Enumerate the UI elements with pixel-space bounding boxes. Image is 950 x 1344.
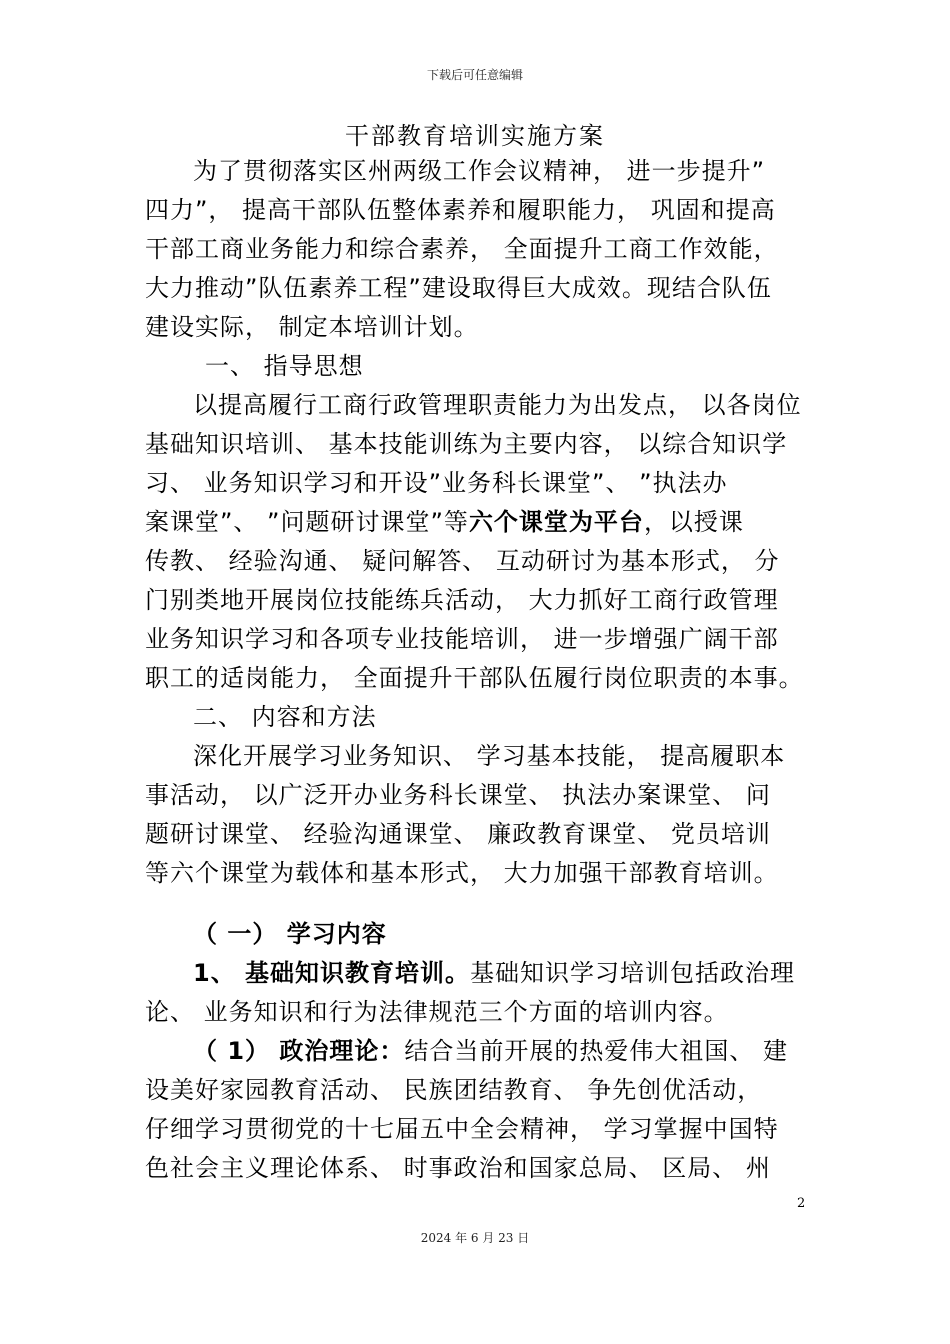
paragraph-line: 大力推动”队伍素养工程”建设取得巨大成效。现结合队伍	[145, 274, 772, 302]
paragraph-line: 仔细学习贯彻党的十七届五中全会精神， 学习掌握中国特	[145, 1115, 779, 1143]
bold-phrase: （ 1） 政治理论：	[193, 1037, 405, 1065]
section-heading: 一、 指导思想	[205, 352, 364, 380]
bold-phrase: 六个课堂为平台	[468, 508, 644, 536]
paragraph-line: 事活动， 以广泛开办业务科长课堂、 执法办案课堂、 问	[145, 781, 771, 809]
paragraph-line	[145, 1032, 810, 1071]
document-body	[145, 152, 810, 1188]
section-heading: 二、 内容和方法	[193, 703, 377, 731]
paragraph-line: 习、 业务知识学习和开设”业务科长课堂”、 ”执法办	[145, 469, 728, 497]
paragraph-line: 门别类地开展岗位技能练兵活动， 大力抓好工商行政管理	[145, 586, 779, 614]
paragraph-line: 设美好家园教育活动、 民族团结教育、 争先创优活动，	[145, 1076, 763, 1104]
paragraph-line: 基础知识培训、 基本技能训练为主要内容， 以综合知识学	[145, 430, 788, 458]
paragraph-line: 色社会主义理论体系、 时事政治和国家总局、 区局、 州	[145, 1154, 771, 1182]
paragraph-line: 干部工商业务能力和综合素养， 全面提升工商工作效能，	[145, 235, 779, 263]
paragraph-line: 传教、 经验沟通、 疑问解答、 互动研讨为基本形式， 分	[145, 547, 780, 575]
paragraph-line: 建设实际， 制定本培训计划。	[145, 313, 479, 341]
page-header: 下载后可任意编辑	[426, 68, 523, 82]
paragraph-line	[145, 954, 810, 993]
paragraph-line: 四力”， 提高干部队伍整体素养和履职能力， 巩固和提高	[145, 196, 776, 224]
paragraph-line: 职工的适岗能力， 全面提升干部队伍履行岗位职责的本事。	[145, 664, 804, 692]
line-text: 案课堂”、 ”问题研讨课堂”等	[145, 508, 469, 536]
paragraph-line: 为了贯彻落实区州两级工作会议精神， 进一步提升”	[193, 157, 766, 185]
spacer	[145, 893, 810, 915]
paragraph-line: 业务知识学习和各项专业技能培训， 进一步增强广阔干部	[145, 625, 779, 653]
paragraph-line: 深化开展学习业务知识、 学习基本技能， 提高履职本	[193, 742, 786, 770]
line-text: 结合当前开展的热爱伟大祖国、 建	[404, 1037, 789, 1065]
paragraph-line: 论、 业务知识和行为法律规范三个方面的培训内容。	[145, 998, 729, 1026]
paragraph-line: 题研讨课堂、 经验沟通课堂、 廉政教育课堂、 党员培训	[145, 820, 771, 848]
page-footer-date: 2024 年 6 月 23 日	[420, 1231, 530, 1245]
page-number: 2	[797, 1196, 806, 1211]
document-title: 干部教育培训实施方案	[345, 122, 605, 150]
subsection-heading: （ 一） 学习内容	[193, 920, 387, 948]
line-text: 基础知识学习培训包括政治理	[470, 959, 796, 987]
bold-phrase: 1、 基础知识教育培训。	[193, 959, 471, 987]
paragraph-line: 以提高履行工商行政管理职责能力为出发点， 以各岗位	[193, 391, 802, 419]
paragraph-line: 等六个课堂为载体和基本形式， 大力加强干部教育培训。	[145, 859, 779, 887]
paragraph-line	[145, 503, 810, 542]
line-text: ，以授课	[643, 508, 744, 536]
